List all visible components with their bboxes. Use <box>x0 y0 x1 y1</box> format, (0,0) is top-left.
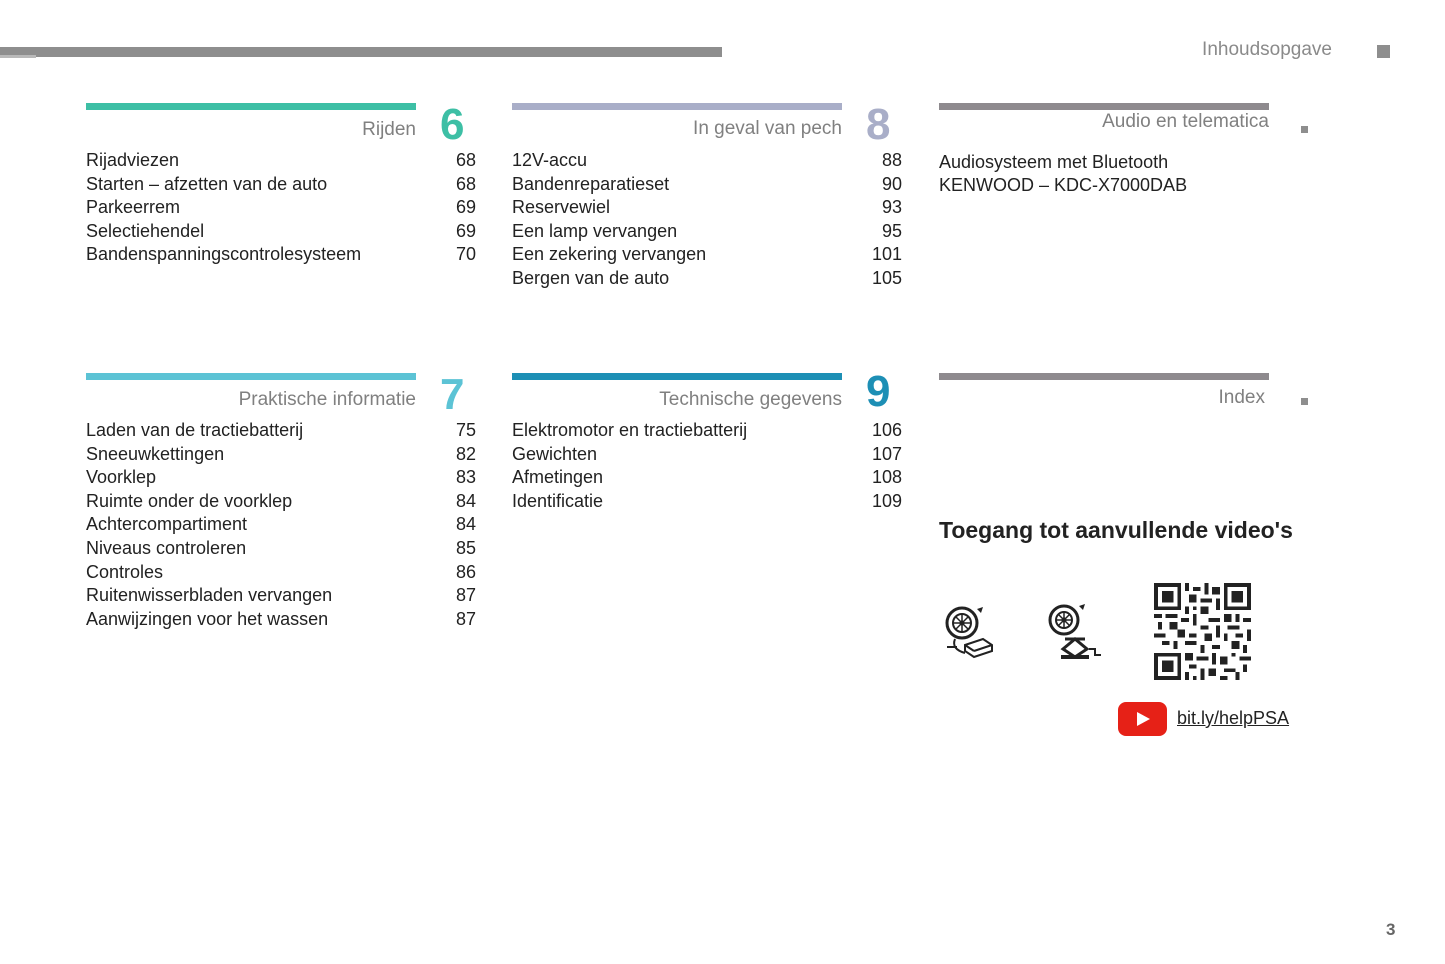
section-title[interactable]: In geval van pech <box>693 118 842 139</box>
section-title[interactable]: Praktische informatie <box>238 389 416 410</box>
section-technisch <box>512 367 902 533</box>
section-square-icon <box>1301 126 1308 133</box>
toc-entry[interactable]: Ruitenwisserbladen vervangen 87 <box>86 585 476 606</box>
tire-jack-icon[interactable] <box>1047 603 1103 661</box>
section-bar <box>512 103 842 110</box>
section-number: 6 <box>440 100 465 149</box>
toc-entry[interactable]: Bergen van de auto 105 <box>512 267 902 288</box>
toc-entry[interactable]: Een lamp vervangen 95 <box>512 220 902 241</box>
toc-entry[interactable]: Selectiehendel 69 <box>86 220 476 241</box>
header-square-icon <box>1377 45 1390 58</box>
toc-entry[interactable]: Gewichten 107 <box>512 443 902 464</box>
toc-entry[interactable]: Afmetingen 108 <box>512 467 902 488</box>
toc-entry[interactable]: Voorklep 83 <box>86 467 476 488</box>
section-bar <box>86 373 416 380</box>
header-bar-accent <box>0 55 36 58</box>
toc-list <box>939 151 1329 196</box>
toc-entry[interactable]: Achtercompartiment 84 <box>86 514 476 535</box>
toc-entry[interactable]: Bandenreparatieset 90 <box>512 173 902 194</box>
section-bar <box>86 103 416 110</box>
video-link[interactable]: bit.ly/helpPSA <box>1177 708 1290 728</box>
section-title[interactable]: Index <box>1218 387 1265 408</box>
toc-entry[interactable]: Niveaus controleren 85 <box>86 537 476 558</box>
section-bar <box>939 103 1269 110</box>
section-index <box>939 373 1329 423</box>
toc-entry[interactable]: Ruimte onder de voorklep 84 <box>86 490 476 511</box>
section-bar <box>939 373 1269 380</box>
toc-entry[interactable]: Rijadviezen 68 <box>86 150 476 170</box>
section-number: 7 <box>440 370 465 419</box>
toc-entry[interactable]: Aanwijzingen voor het wassen 87 <box>86 608 476 629</box>
toc-entry[interactable]: 12V-accu 88 <box>512 150 902 170</box>
toc-entry[interactable]: Identificatie 109 <box>512 490 902 511</box>
section-bar <box>512 373 842 380</box>
section-title[interactable]: Audio en telematica <box>1102 111 1269 132</box>
section-pech <box>512 100 902 303</box>
toc-entry[interactable]: Audiosysteem met Bluetooth <box>939 152 1169 172</box>
toc-list <box>512 419 902 513</box>
section-title[interactable]: Technische gegevens <box>659 389 842 410</box>
toc-entry[interactable]: Laden van de tractiebatterij 75 <box>86 420 476 440</box>
videos-heading: Toegang tot aanvullende video's <box>939 517 1293 543</box>
toc-entry[interactable]: Bandenspanningscontrolesysteem 70 <box>86 244 476 265</box>
section-number: 8 <box>866 100 891 149</box>
youtube-icon[interactable] <box>1118 702 1167 736</box>
section-rijden <box>86 100 476 283</box>
page-title: Inhoudsopgave <box>1202 39 1332 60</box>
section-title[interactable]: Rijden <box>362 119 416 140</box>
toc-entry[interactable]: KENWOOD – KDC-X7000DAB <box>939 174 1188 195</box>
toc-entry[interactable]: Parkeerrem 69 <box>86 197 476 218</box>
toc-entry[interactable]: Een zekering vervangen 101 <box>512 244 902 265</box>
section-audio <box>939 103 1329 203</box>
tire-repair-kit-icon[interactable] <box>943 603 995 661</box>
toc-entry[interactable]: Controles 86 <box>86 561 476 582</box>
section-praktisch <box>86 370 476 643</box>
toc-entry[interactable]: Elektromotor en tractiebatterij 106 <box>512 420 902 440</box>
section-square-icon <box>1301 398 1308 405</box>
header-bar <box>0 47 722 57</box>
toc-list <box>512 149 902 291</box>
section-number: 9 <box>866 367 891 416</box>
toc-list <box>86 149 476 267</box>
toc-entry[interactable]: Reservewiel 93 <box>512 197 902 218</box>
qr-code[interactable] <box>1154 583 1251 680</box>
page-number: 3 <box>1386 920 1396 939</box>
toc-entry[interactable]: Sneeuwkettingen 82 <box>86 443 476 464</box>
toc-list <box>86 419 476 631</box>
toc-entry[interactable]: Starten – afzetten van de auto 68 <box>86 173 476 194</box>
